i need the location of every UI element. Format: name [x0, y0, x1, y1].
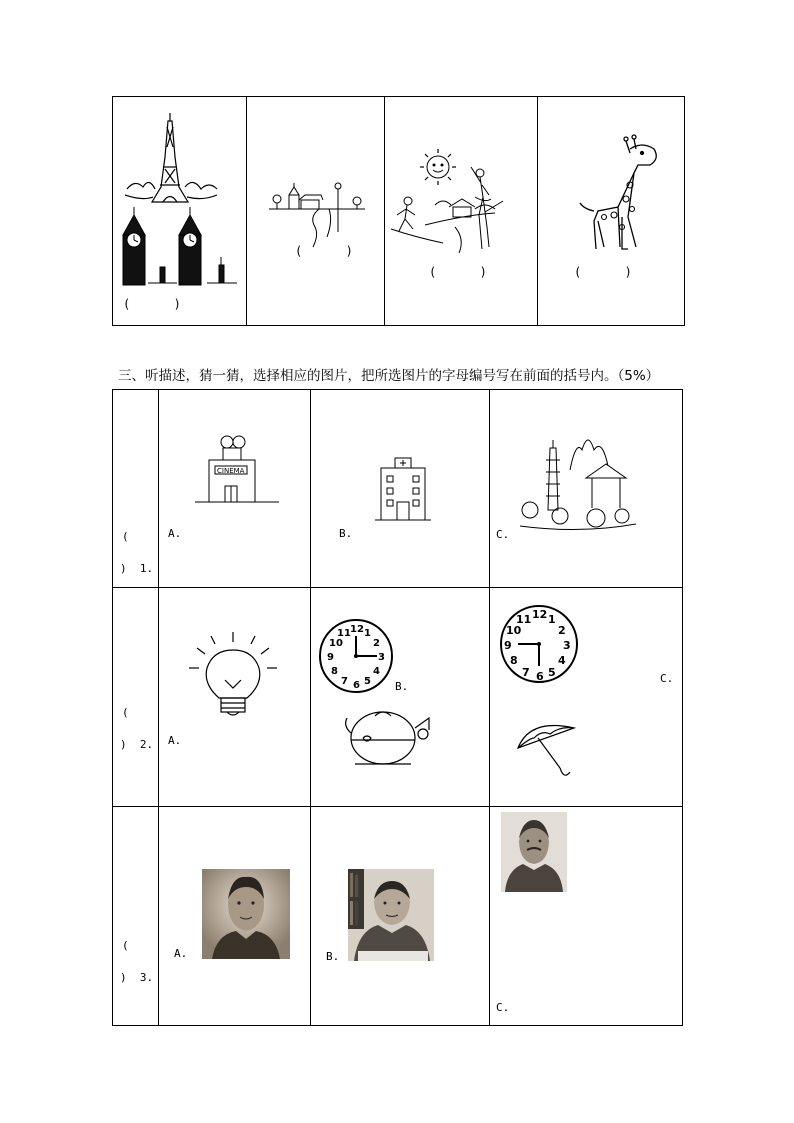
svg-text:6: 6 [536, 670, 544, 683]
question-2-number-cell [113, 588, 159, 807]
svg-text:CINEMA: CINEMA [217, 467, 245, 475]
light-bulb-icon [159, 588, 310, 807]
option-3b-cell [311, 807, 490, 1026]
portrait-young-man-icon [202, 869, 290, 959]
svg-text:1: 1 [364, 628, 371, 639]
svg-text:2: 2 [373, 638, 380, 649]
svg-text:3: 3 [378, 652, 385, 663]
option-3c-cell [490, 807, 683, 1026]
option-2a-cell [159, 588, 311, 807]
sun-people-walking-icon [385, 97, 537, 326]
question-number: ) 1. [120, 562, 154, 575]
top-cell-2 [247, 97, 385, 326]
svg-text:9: 9 [504, 639, 512, 652]
clock-and-kettle-icon [311, 588, 489, 807]
option-2b-cell [311, 588, 490, 807]
svg-text:4: 4 [373, 666, 380, 677]
option-letter: A. [168, 527, 182, 540]
option-1c-cell [490, 390, 683, 588]
option-letter: C. [660, 672, 674, 685]
svg-text:1: 1 [548, 613, 556, 626]
landmarks-eiffel-tower-big-ben-icon [113, 97, 246, 326]
village-road-icon [247, 97, 384, 326]
option-letter: A. [174, 947, 188, 960]
svg-text:5: 5 [548, 666, 556, 679]
option-letter: B. [339, 527, 353, 540]
svg-text:4: 4 [558, 654, 566, 667]
cinema-icon [159, 390, 310, 588]
option-letter: C. [496, 528, 510, 541]
option-1a-cell [159, 390, 311, 588]
answer-paren-open[interactable]: ( [122, 530, 129, 543]
svg-text:9: 9 [327, 652, 334, 663]
option-letter: A. [168, 734, 182, 747]
option-2c-cell [490, 588, 683, 807]
svg-text:10: 10 [329, 638, 343, 649]
section-3-heading: 三、听描述，猜一猜，选择相应的图片，把所选图片的字母编号写在前面的括号内。（5%） [118, 368, 660, 384]
svg-text:8: 8 [331, 666, 338, 677]
top-cell-4 [538, 97, 685, 326]
svg-text:3: 3 [563, 639, 571, 652]
giraffe-icon [538, 97, 684, 326]
question-3-number-cell [113, 807, 159, 1026]
hospital-icon [311, 390, 489, 588]
svg-text:7: 7 [341, 676, 348, 687]
question-table [112, 389, 683, 1026]
svg-text:11: 11 [516, 613, 532, 626]
top-cell-1 [113, 97, 247, 326]
question-number: ) 3. [120, 971, 154, 984]
top-picture-table [112, 96, 685, 326]
svg-text:10: 10 [506, 624, 522, 637]
option-3a-cell [159, 807, 311, 1026]
svg-text:12: 12 [532, 608, 548, 621]
svg-text:5: 5 [364, 676, 371, 687]
svg-text:6: 6 [353, 680, 360, 691]
question-1-number-cell [113, 390, 159, 588]
option-1b-cell [311, 390, 490, 588]
svg-text:12: 12 [350, 624, 364, 635]
answer-blank[interactable]: ( ) [429, 265, 487, 279]
svg-text:7: 7 [522, 666, 530, 679]
svg-text:2: 2 [558, 624, 566, 637]
answer-paren-open[interactable]: ( [122, 939, 129, 952]
clock-and-umbrella-icon [490, 588, 682, 807]
option-letter: C. [496, 1001, 510, 1014]
pagoda-park-icon [490, 390, 682, 588]
top-cell-3 [385, 97, 538, 326]
question-number: ) 2. [120, 738, 154, 751]
option-letter: B. [326, 950, 340, 963]
svg-text:11: 11 [337, 628, 351, 639]
answer-blank[interactable]: ( ) [574, 265, 632, 279]
answer-blank[interactable]: ( ) [123, 297, 181, 311]
answer-paren-open[interactable]: ( [122, 706, 129, 719]
portrait-man-at-desk-icon [348, 869, 434, 961]
portrait-older-man-icon [501, 812, 567, 892]
option-letter: B. [395, 680, 409, 693]
answer-blank[interactable]: ( ) [295, 244, 353, 258]
svg-text:8: 8 [510, 654, 518, 667]
